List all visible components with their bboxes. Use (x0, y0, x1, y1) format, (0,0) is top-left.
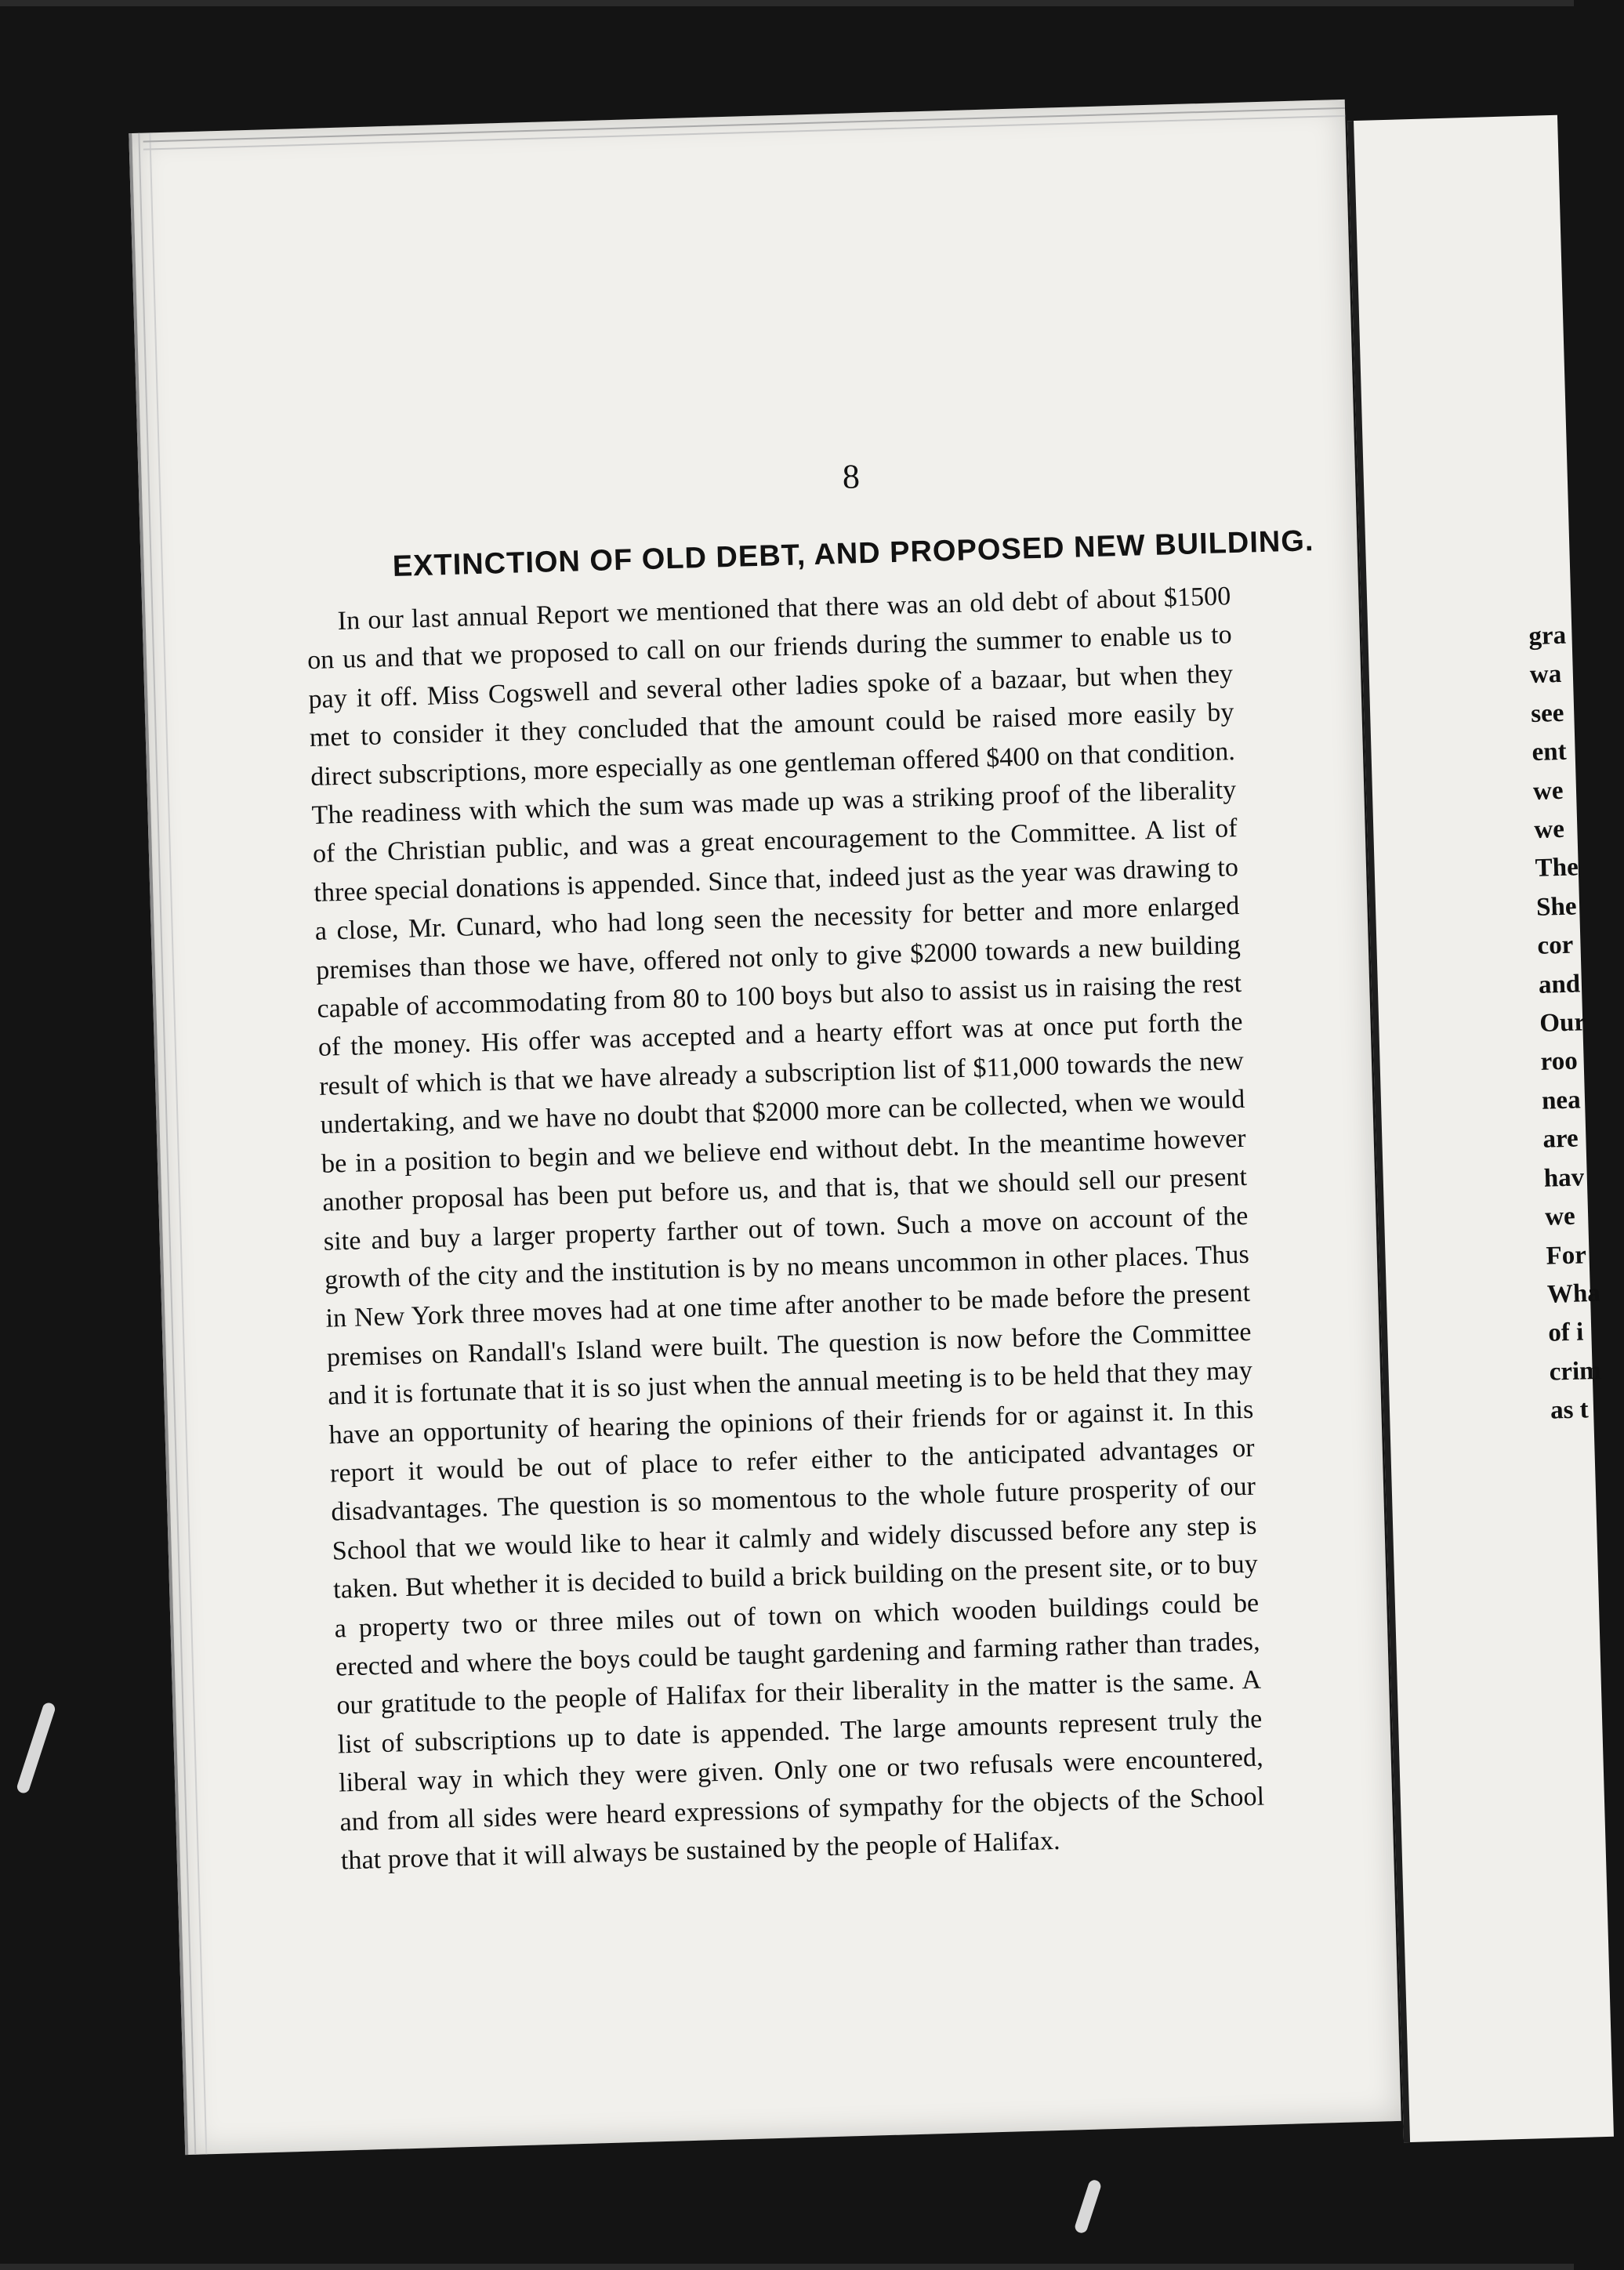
page-number: 8 (842, 457, 861, 496)
facing-page-fragments: gra wa see ent we we The She cor and Our roo nea are hav we For Wha of i crim as t (1528, 621, 1602, 1425)
body-paragraph: In our last annual Report we mentioned that there was an old debt of about $1500 on us and that we proposed to call on our friends during the summer to enable us to pay it off. Miss Cogswell and several other ladies spoke of a bazaar, but when they met to consider it they concluded that the amount could be raised more easily by direct subscriptions, more especially as one gentleman offered $400 on that condition. The readiness with which the sum was made up was a striking proof of the liberality of the Christian public, and was a great encouragement to the Committee. A list of three special donations is appended. Since that, indeed just as the year was drawing to a close, Mr. Cunard, who had long seen the necessity for better and more enlarged premises than those we have, offered not only to give $2000 towards a new building capable of accommodating from 80 to 100 boys but also to assist us in raising the rest of the money. His offer was accepted and a hearty effort was at once put forth the result of which is that we have already a subscription list of $11,000 towards the new undertaking, and we have no doubt that $2000 more can be collected, when we would be in a position to begin and we believe end without debt. In the meantime however another proposal has been put before us, and that is, that we should sell our present site and buy a larger property farther out of town. Such a move on account of the growth of the city and the institution is by no means uncommon in other places. Thus in New York three moves had at one time after another to be made before the present premises on Randall's Island were built. The question is now before the Committee and it is fortunate that it is so just when the annual meeting is to be held that they may have an opportunity of hearing the opinions of their friends for or against it. In this report it would be out of place to refer either to the anticipated advantages or disadvantages. The question is so momentous to the whole future prosperity of our School that we would like to hear it calmly and widely discussed before any step is taken. But whether it is decided to build a brick building on the present site, or to buy a property two or three miles out of town on which wooden buildings could be erected and where the boys could be taught gardening and farming rather than trades, our gratitude to the people of Halifax for their liberality in the matter is the same. A list of subscriptions up to date is appended. The large amounts represent truly the liberal way in which they were given. Only one or two refusals were encountered, and from all sides were heard expressions of sympathy for the objects of the School that prove that it will always be sustained by the people of Halifax. (306, 582, 1265, 1876)
film-scratch-mark (16, 1701, 56, 1794)
page-content (299, 308, 1438, 1880)
film-bottom-edge (0, 2264, 1574, 2270)
film-scratch-mark (1074, 2178, 1103, 2235)
section-heading: EXTINCTION OF OLD DEBT, AND PROPOSED NEW BUILDING. (392, 524, 1314, 583)
left-page (129, 100, 1401, 2155)
film-top-edge (0, 0, 1574, 6)
page-edge-lines (143, 107, 1346, 150)
